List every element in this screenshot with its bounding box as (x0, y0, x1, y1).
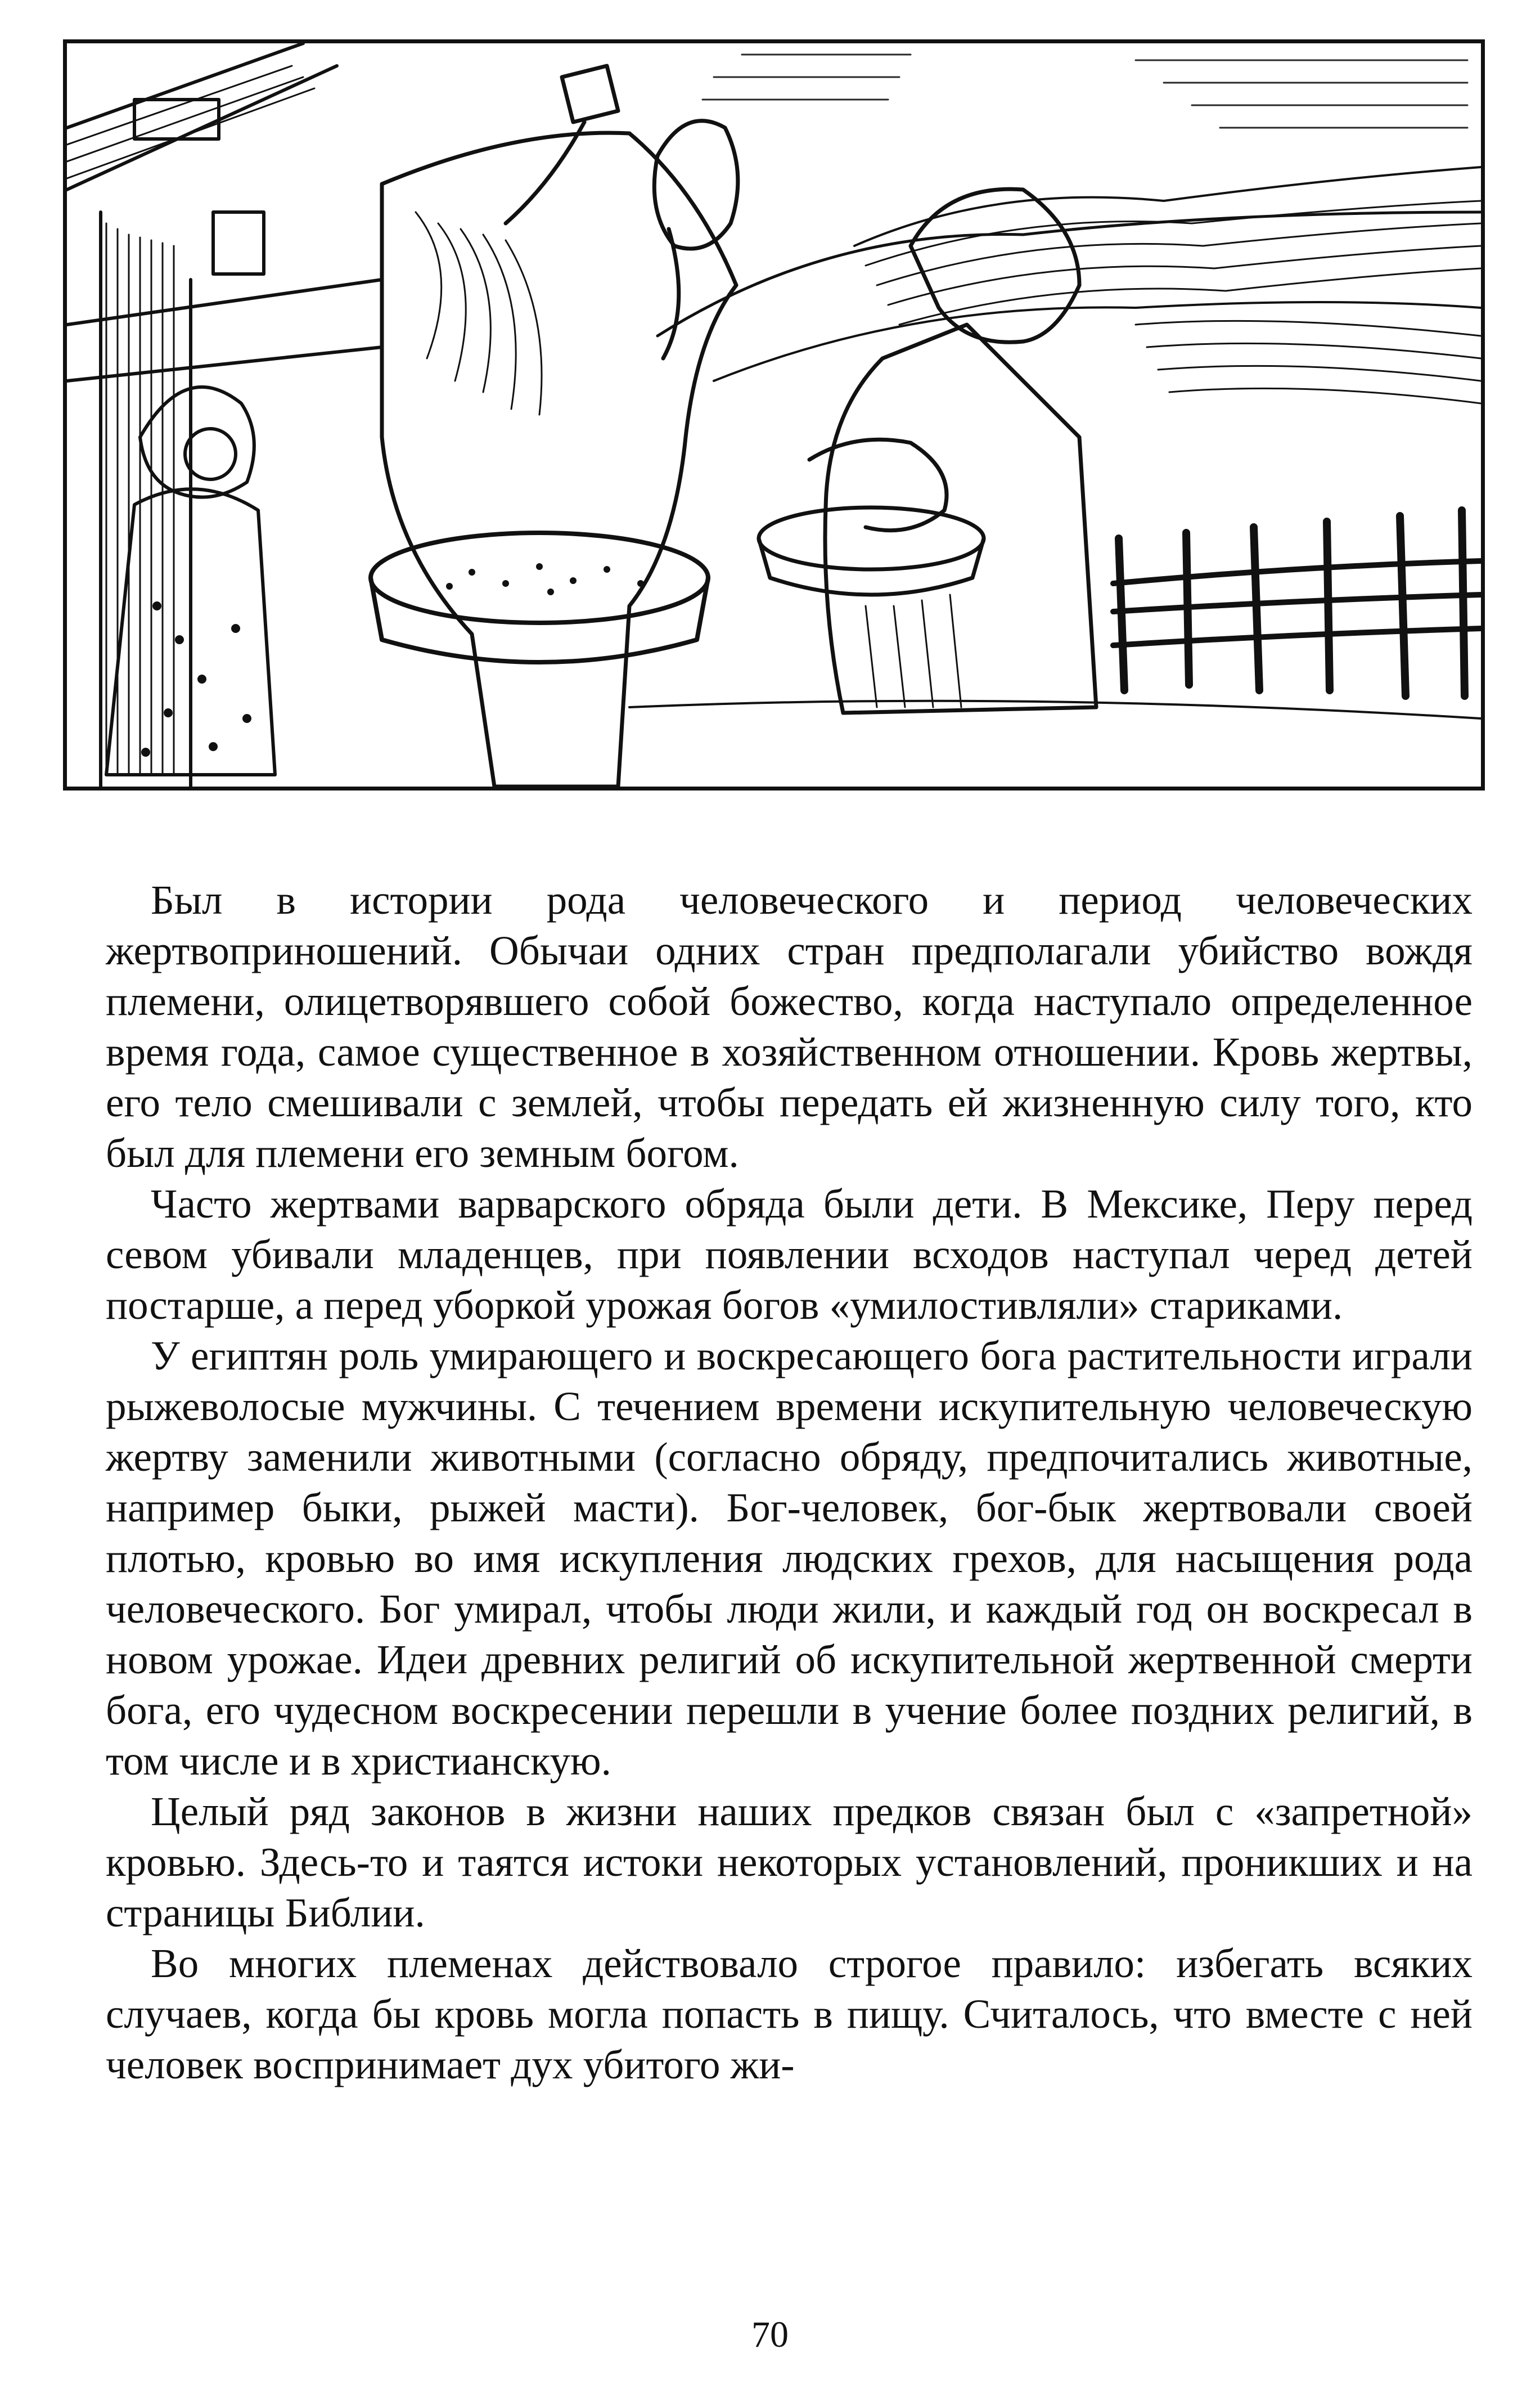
paragraph-5: Во многих племенах действовало строгое правило: избегать всяких случаев, когда бы кровь могла попасть в пищу. Считалось, что вместе с ней человек воспринимает дух убитого жи- (106, 1941, 1473, 2087)
paragraph-3: У египтян роль умирающего и воскресающего бога растительности играли рыжеволосые мужчины. С течением времени искупительную человеческую жертву заменили животными (согласно обряду, предпочитались животные, например быки, рыжей масти). Бог-человек, бог-бык жертвовали своей плотью, кровью во имя искупления людских грехов, для насыщения рода человеческого. Бог умирал, чтобы люди жили, и каждый год он воскресал в новом урожае. Идеи древних религий об искупительной жертвенной смерти бога, его чудесном воскресении перешли в учение более поздних религий, в том числе и в христианскую. (106, 1333, 1473, 1784)
woodcut-illustration (67, 43, 1481, 787)
page-number: 70 (751, 2314, 789, 2355)
main-text (106, 875, 1473, 2090)
illustration (63, 39, 1485, 790)
paragraph-2: Часто жертвами варварского обряда были дети. В Мексике, Перу перед севом убивали младенцев, при появлении всходов наступал черед детей постарше, а перед уборкой урожая богов «умилостивляли» стариками. (106, 1181, 1473, 1328)
paragraph-4: Целый ряд законов в жизни наших предков связан был с «запретной» кровью. Здесь-то и таятся истоки некоторых установлений, проникших и на страницы Библии. (106, 1789, 1473, 1935)
paragraph-1: Был в истории рода человеческого и период человеческих жертвоприношений. Обычаи одних стран предполагали убийство вождя племени, олицетворявшего собой божество, когда наступало определенное время года, самое существенное в хозяйственном отношении. Кровь жертвы, его тело смешивали с землей, чтобы передать ей жизненную силу того, кто был для племени его земным богом. (106, 877, 1473, 1176)
